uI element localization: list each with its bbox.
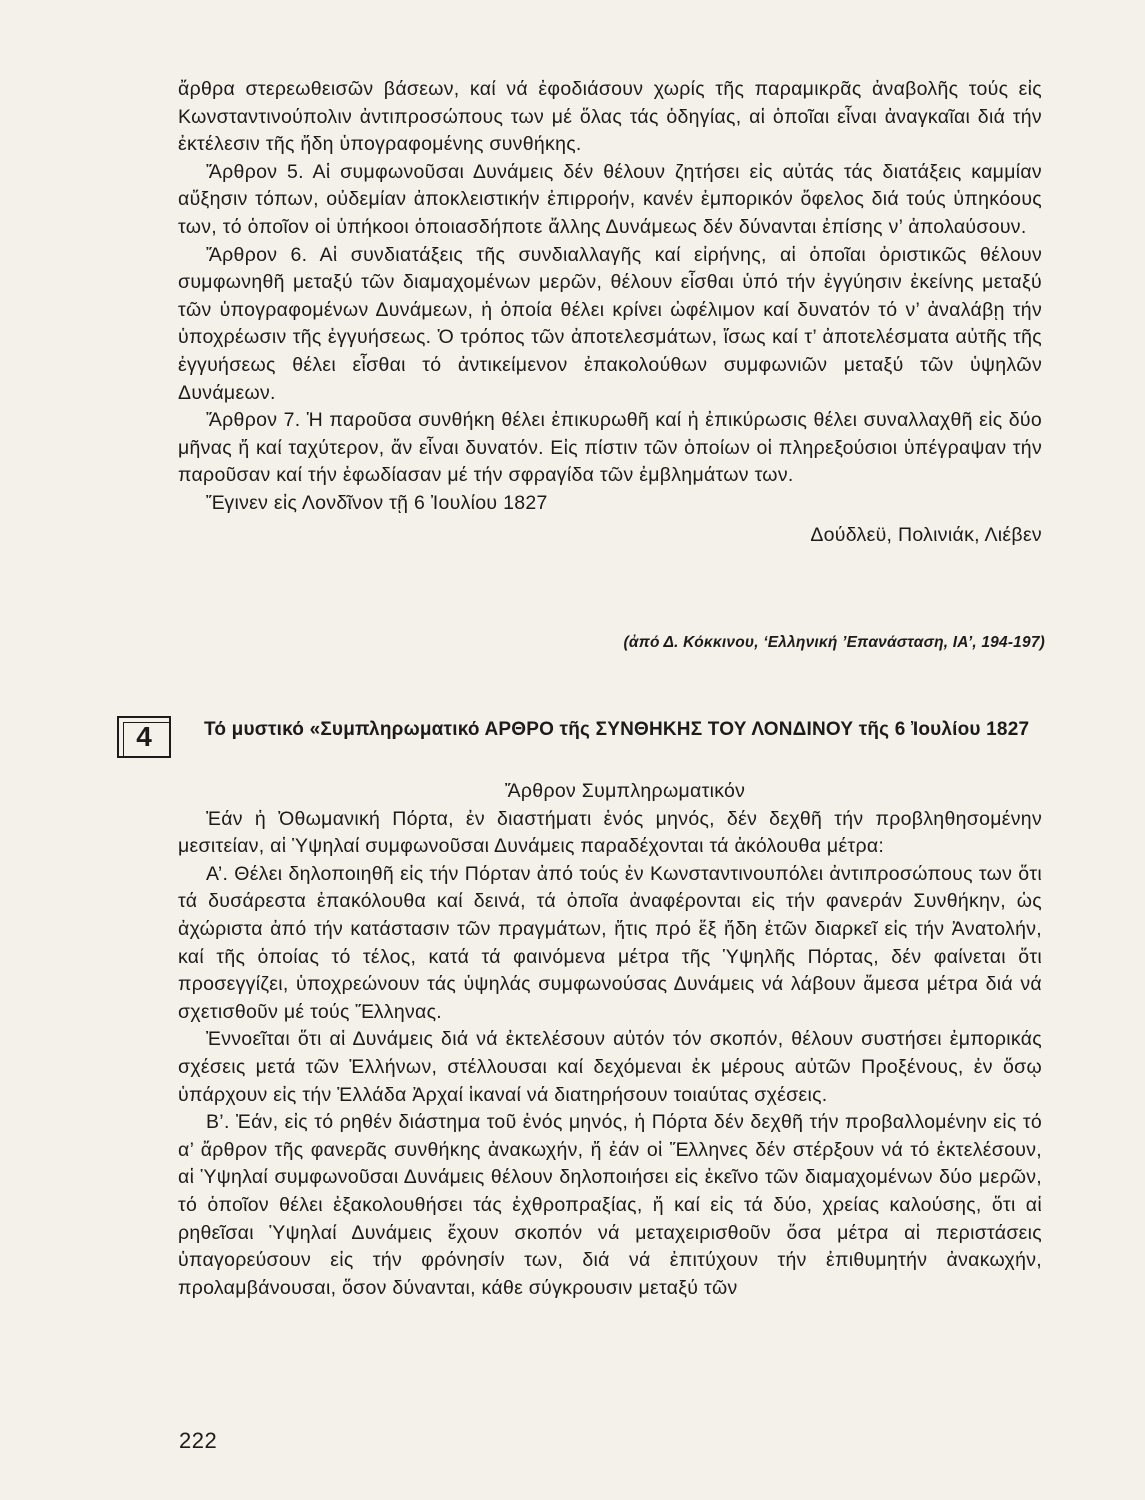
document-number-box: 4 — [117, 716, 171, 758]
page-number: 222 — [179, 1428, 218, 1453]
paragraph: Β’. Ἐάν, εἰς τό ρηθέν διάστημα τοῦ ἑνός μηνός, ἡ Πόρτα δέν δεχθῆ τήν προβαλλομένην εἰς τό α’ ἄρθρον τῆς φανερᾶς συνθήκης ἀνακωχήν, ἤ ἐάν οἱ Ἕλληνες δέν στέρξουν νά τό ἐκτελέσουν, αἱ Ὑψηλαί συμφωνοῦσαι Δυνάμεις θέλουν δηλοποιήσει εἰς ἐκεῖνο τῶν διαμαχομένων δύο μερῶν, τό ὁποῖον θέλει ἐξακολουθήσει τάς ἐχθροπραξίας, ἤ καί εἰς τά δύο, χρείας καλούσης, ὅτι αἱ ρηθεῖσαι Ὑψηλαί Δυνάμεις ἔχουν σκοπόν νά μεταχειρισθοῦν ὅσα μέτρα αἱ περιστάσεις ὑπαγορεύσουν εἰς τήν φρόνησίν των, διά νά ἐπιτύχουν τήν ἐπιθυμητήν ἀνακωχήν, προλαμβάνουσαι, ὅσον δύνανται, κάθε σύγκρουσιν μεταξύ τῶν — [178, 1111, 1042, 1299]
signatories: Δούδλεϋ, Πολινιάκ, Λιέβεν — [810, 523, 1042, 546]
supplementary-article-text — [178, 778, 1042, 1302]
paragraph: ἄρθρα στερεωθεισῶν βάσεων, καί νά ἐφοδιάσουν χωρίς τῆς παραμικρᾶς ἀναβολῆς τούς εἰς Κωνσταντινούπολιν ἀντιπροσώπους των μέ ὅλας τάς ὁδηγίας, αἱ ὁποῖαι εἶναι ἀναγκαῖαι διά τήν ἐκτέλεσιν τῆς ἤδη ὑπογραφομένης συνθήκης. — [178, 78, 1042, 156]
paragraph: Ἐάν ἡ Ὀθωμανική Πόρτα, ἐν διαστήματι ἑνός μηνός, δέν δεχθῆ τήν προβληθησομένην μεσιτείαν, αἱ Ὑψηλαί συμφωνοῦσαι Δυνάμεις παραδέχονται τά ἀκόλουθα μέτρα: — [178, 807, 1042, 858]
source-citation: (ἀπό Δ. Κόκκινου, ‘Ελληνική ’Επανάσταση, ΙΑ’, 194-197) — [623, 634, 1045, 651]
paragraph: Ἐννοεῖται ὅτι αἱ Δυνάμεις διά νά ἐκτελέσουν αὐτόν τόν σκοπόν, θέλουν συστήσει ἐμπορικάς σχέσεις μετά τῶν Ἑλλήνων, στέλλουσαι καί δεχόμεναι ἐκ μέρους αὐτῶν Προξένους, ἐν ὅσῳ ὑπάρχουν εἰς τήν Ἑλλάδα Ἀρχαί ἱκαναί νά διατηρήσουν τοιαύτας σχέσεις. — [178, 1028, 1042, 1106]
article-6: Ἄρθρον 6. Αἱ συνδιατάξεις τῆς συνδιαλλαγῆς καί εἰρήνης, αἱ ὁποῖαι ὁριστικῶς θέλουν συμφωνηθῆ μεταξύ τῶν διαμαχομένων μερῶν, θέλουν εἶσθαι ὑπό τήν ἐγγύησιν ἐκείνης μεταξύ τῶν ὑπογραφομένων Δυνάμεων, ἡ ὁποία θέλει κρίνει ὠφέλιμον καί δυνατόν τό ν’ ἀναλάβῃ τήν ὑποχρέωσιν τῆς ἐγγυήσεως. Ὁ τρόπος τῶν ἀποτελεσμάτων, ἴσως καί τ’ ἀποτελέσματα αὐτῆς τῆς ἐγγυήσεως θέλει εἶσθαι τό ἀντικείμενον ἐπακολούθων συμφωνιῶν μεταξύ τῶν ὑψηλῶν Δυνάμεων. — [178, 243, 1042, 404]
article-heading: Ἄρθρον Συμπληρωματικόν — [504, 780, 746, 802]
document-title: Τό μυστικό «Συμπληρωματικό ΑΡΘΡΟ τῆς ΣΥΝΘΗΚΗΣ ΤΟΥ ΛΟΝΔΙΝΟΥ τῆς 6 Ἰουλίου 1827 — [204, 719, 1030, 740]
article-5: Ἄρθρον 5. Αἱ συμφωνοῦσαι Δυνάμεις δέν θέλουν ζητήσει εἰς αὐτάς τάς διατάξεις καμμίαν αὔξησιν τόπων, οὐδεμίαν ἀποκλειστικήν ἐπιρροήν, κανέν ἐμπορικόν ὄφελος διά τούς ὑπηκόους των, τό ὁποῖον οἱ ὑπήκοοι ὁποιασδήποτε ἄλλης Δυνάμεως δέν δύνανται ἐπίσης ν’ ἀπολαύσουν. — [178, 160, 1042, 238]
paragraph: Α’. Θέλει δηλοποιηθῆ εἰς τήν Πόρταν ἀπό τούς ἐν Κωνσταντινουπόλει ἀντιπροσώπους των ὅτι τά δυσάρεστα ἐπακόλουθα καί δεινά, τά ὁποῖα ἀναφέρονται εἰς τήν φανεράν Συνθήκην, ὡς ἀχώριστα ἀπό τήν κατάστασιν τῶν πραγμάτων, ἥτις πρό ἕξ ἤδη ἐτῶν διαρκεῖ εἰς τήν Ἀνατολήν, καί τῆς ὁποίας τό τέλος, κατά τά φαινόμενα μέτρα τῆς Ὑψηλῆς Πόρτας, δέν φαίνεται ὅτι προσεγγίζει, ὑποχρεώνουν τάς ὑψηλάς συμφωνούσας Δυνάμεις νά λάβουν ἄμεσα μέτρα διά νά σχετισθοῦν μέ τούς Ἕλληνας. — [178, 862, 1042, 1023]
treaty-date-line: Ἔγινεν εἰς Λονδῖνον τῇ 6 Ἰουλίου 1827 — [206, 491, 548, 514]
article-7: Ἄρθρον 7. Ἡ παροῦσα συνθήκη θέλει ἐπικυρωθῆ καί ἡ ἐπικύρωσις θέλει συναλλαχθῆ εἰς δύο μῆνας ἤ καί ταχύτερον, ἄν εἶναι δυνατόν. Εἰς πίστιν τῶν ὁποίων οἱ πληρεξούσιοι ὑπέγραψαν τήν παροῦσαν καί τήν ἐφωδίασαν μέ τήν σφραγίδα τῶν ἐμβλημάτων των. — [178, 409, 1042, 487]
treaty-text-top — [178, 76, 1042, 549]
